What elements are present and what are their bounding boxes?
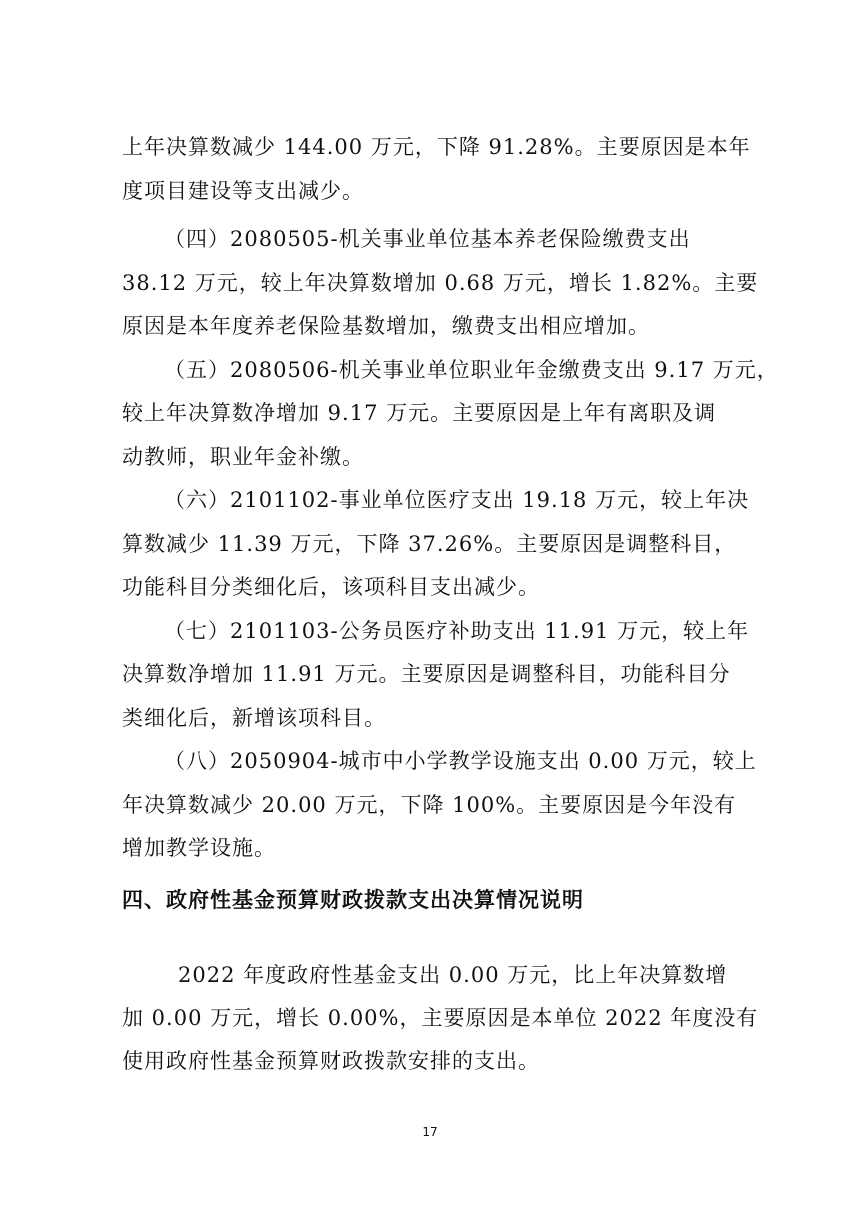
body-text-line: 算数减少 11.39 万元，下降 37.26%。主要原因是调整科目， — [122, 532, 737, 556]
body-text-line: 38.12 万元，较上年决算数增加 0.68 万元，增长 1.82%。主要 — [122, 271, 759, 295]
section-paragraph-line: 2022 年度政府性基金支出 0.00 万元，比上年决算数增 — [178, 963, 728, 987]
body-text-line: 上年决算数减少 144.00 万元，下降 91.28%。主要原因是本年 — [122, 135, 751, 159]
body-text-line: 决算数净增加 11.91 万元。主要原因是调整科目，功能科目分 — [122, 662, 731, 686]
paragraph-eight-line: （八）2050904-城市中小学教学设施支出 0.00 万元，较上 — [164, 749, 757, 773]
page-number: 17 — [422, 1125, 438, 1139]
paragraph-seven-line: （七）2101103-公务员医疗补助支出 11.91 万元，较上年 — [164, 619, 750, 643]
section-paragraph-line: 使用政府性基金预算财政拨款安排的支出。 — [122, 1049, 540, 1073]
body-text-line: 度项目建设等支出减少。 — [122, 179, 364, 203]
body-text-line: 类细化后，新增该项科目。 — [122, 706, 386, 730]
body-text-line: 增加教学设施。 — [122, 836, 276, 860]
body-text-line: 较上年决算数净增加 9.17 万元。主要原因是上年有离职及调 — [122, 401, 717, 425]
paragraph-four-line: （四）2080505-机关事业单位基本养老保险缴费支出 — [164, 227, 691, 251]
body-text-line: 功能科目分类细化后，该项科目支出减少。 — [122, 575, 540, 599]
paragraph-six-line: （六）2101102-事业单位医疗支出 19.18 万元，较上年决 — [164, 488, 750, 512]
section-heading: 四、政府性基金预算财政拨款支出决算情况说明 — [122, 888, 584, 912]
section-paragraph-line: 加 0.00 万元，增长 0.00%，主要原因是本单位 2022 年度没有 — [122, 1006, 759, 1030]
paragraph-five-line: （五）2080506-机关事业单位职业年金缴费支出 9.17 万元， — [164, 358, 779, 382]
body-text-line: 动教师，职业年金补缴。 — [122, 445, 364, 469]
body-text-line: 原因是本年度养老保险基数增加，缴费支出相应增加。 — [122, 314, 650, 338]
body-text-line: 年决算数减少 20.00 万元，下降 100%。主要原因是今年没有 — [122, 793, 737, 817]
